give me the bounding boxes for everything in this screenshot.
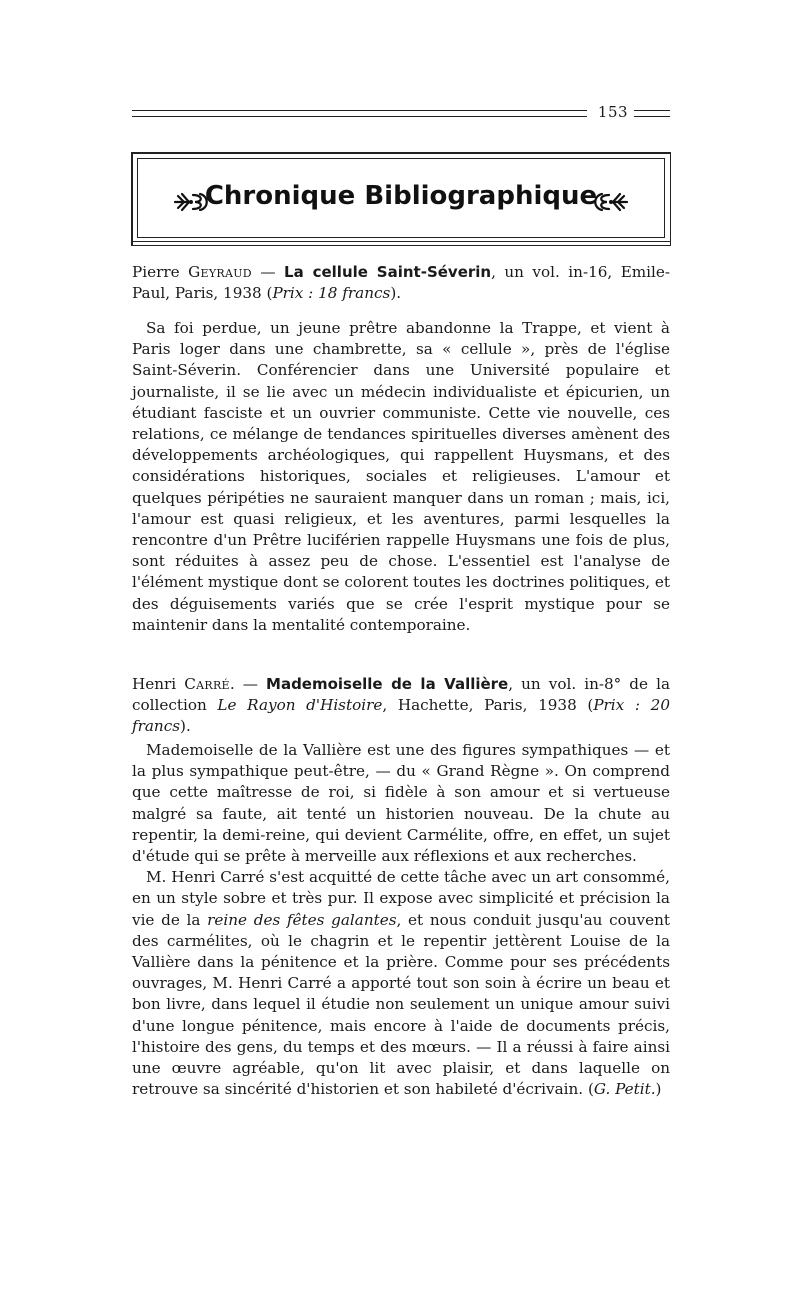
review-entry-2-header xyxy=(132,674,670,738)
entry-dash: . — xyxy=(229,675,267,693)
paragraph-text: , et nous conduit jusqu'au couvent des carmélites, où le chagrin et le repentir jettèrent Louise de la Vallière dans la pénitence et la prière. Comme pour ses précédents ouvrages, M. Henri Carré a apporté tout son soin à écrire un beau et bon livre, dans lequel il étudie non seulement un unique amour suivi d'une longue pénitence, mais encore à l'aide de documents précis, l'histoire des gens, du temps et des mœurs. — Il a réussi à faire ainsi une œuvre agréable, qu'on lit avec plaisir, et dans laquelle on retrouve sa sincérité d'historien et son habileté d'écrivain. ( xyxy=(132,910,671,1099)
entry-dash: — xyxy=(251,263,285,281)
running-head-rule-left xyxy=(132,110,587,117)
review-paragraph: Mademoiselle de la Vallière est une des figures sympathiques — et la plus sympathique peut-être, — du « Grand Règne ». On comprend que cette maîtresse de roi, si fidèle à son amour et si vertueuse malgré sa faute, ait tenté un historien nouveau. De la chute au repentir, la demi-reine, qui devient Carmélite, offre, en effet, un sujet d'étude qui se prête à merveille aux réflexions et aux recherches. xyxy=(132,741,670,866)
author-last-name: Geyraud xyxy=(188,263,252,281)
section-title-box xyxy=(131,152,671,246)
price: Prix : 20 francs xyxy=(132,696,671,736)
paragraph-close: ) xyxy=(655,1080,662,1099)
review-entry-2-body xyxy=(132,740,670,1100)
publication-details: , un vol. in-8° de la collection xyxy=(132,675,670,715)
review-paragraph xyxy=(132,867,670,1100)
running-head-rule-right xyxy=(634,110,670,117)
review-paragraph: Sa foi perdue, un jeune prêtre abandonne la Trappe, et vient à Paris loger dans une chambrette, sa « cellule », près de l'église Saint-Séverin. Conférencier dans une Université populaire et journaliste, il se lie avec un médecin individualiste et épicurien, un étudiant fasciste et un ouvrier communiste. Cette vie nouvelle, ces relations, ce mélange de tendances spirituelles diverses amènent des développements archéologiques, qui rappellent Huysmans, et des considérations historiques, sociales et religieuses. L'amour et quelques péripéties ne sauraient manquer dans un roman ; mais, ici, l'amour est quasi religieux, et les aventures, parmi lesquelles la rencontre d'un Prêtre luciférien rappelle Huysmans une fois de plus, sont réduites à assez peu de chose. L'essentiel est l'analyse de l'élément mystique dont se colorent toutes les doctrines politiques, et des déguisements variés que se crée l'esprit mystique pour se maintenir dans la mentalité contemporaine. xyxy=(132,319,670,634)
running-head xyxy=(132,103,670,126)
publication-close: ). xyxy=(180,717,191,736)
publication-details-2: , Hachette, Paris, 1938 ( xyxy=(382,696,594,715)
floral-ornament-icon xyxy=(591,190,629,214)
reviewer-signature: G. Petit. xyxy=(593,1080,656,1099)
author-first-name: Henri xyxy=(132,675,177,693)
author-last-name: Carré xyxy=(184,675,230,693)
price: Prix : 18 francs xyxy=(272,284,391,303)
italic-phrase: reine des fêtes galantes xyxy=(207,910,397,929)
publication-close: ). xyxy=(390,284,402,303)
author-first-name: Pierre xyxy=(132,263,180,281)
series-title: Le Rayon d'Histoire xyxy=(217,696,383,715)
paragraph-text: M. Henri Carré s'est acquitté de cette tâche avec un art consommé, en un style sobre et très pur. Il expose avec simplicité et précision la vie de la xyxy=(132,868,670,929)
book-title: Mademoiselle de la Vallière xyxy=(266,675,509,693)
section-title: Chronique Bibliographique xyxy=(204,181,598,211)
publication-details: , un vol. in-16, Emile-Paul, Paris, 1938 ( xyxy=(132,263,671,303)
review-entry-1-body xyxy=(132,318,670,636)
review-entry-1-header xyxy=(132,262,670,304)
page-number: 153 xyxy=(597,103,629,121)
title-frame-underline xyxy=(131,241,671,242)
book-title: La cellule Saint-Séverin xyxy=(284,263,492,281)
